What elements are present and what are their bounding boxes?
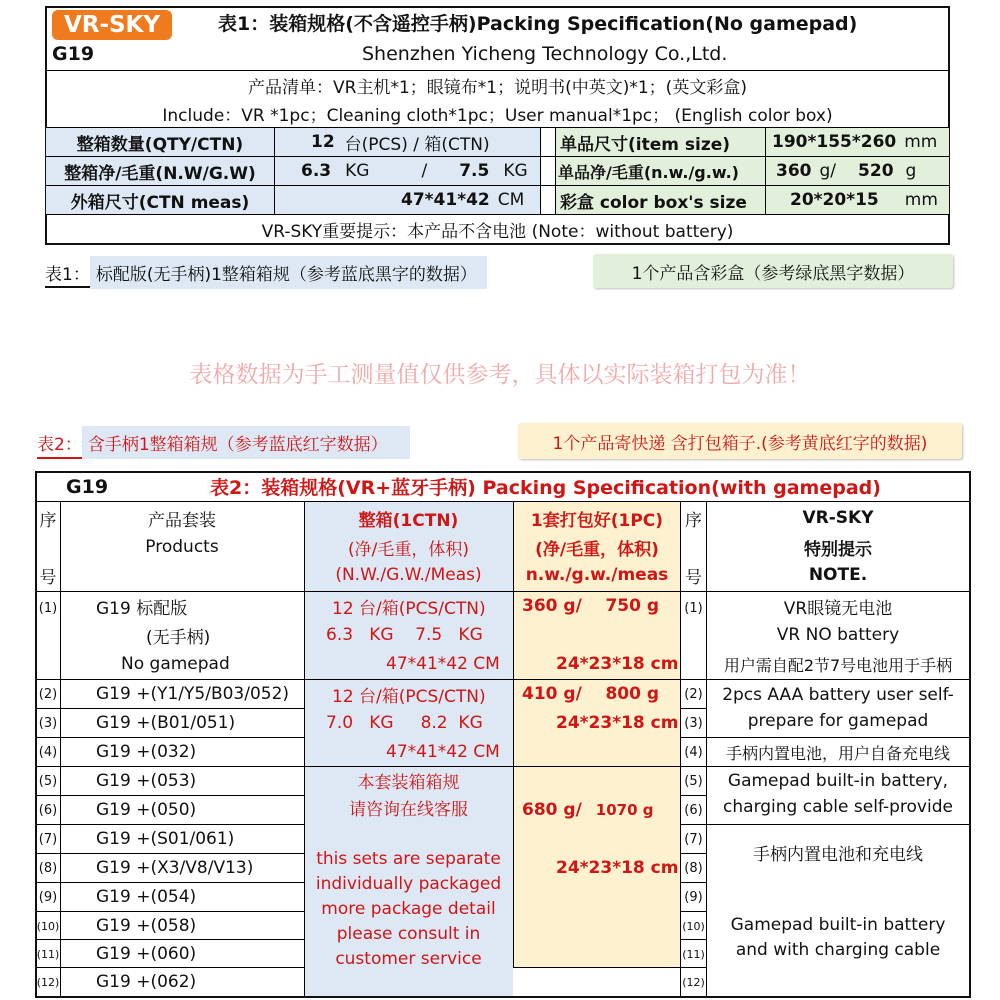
seq2-6: (6) xyxy=(684,802,703,818)
product-12: G19 +(062) xyxy=(96,972,197,992)
table1-caption-blue: 标配版(无手柄)1整箱箱规（参考蓝底黑字的数据） xyxy=(90,256,487,289)
nw-value xyxy=(275,157,540,185)
item-weight-unit1: g/ xyxy=(819,161,837,181)
measurement-warning: 表格数据为手工测量值仅供参考，具体以实际装箱打包为准！ xyxy=(189,361,811,388)
note-header-en: NOTE. xyxy=(808,565,868,585)
product-2: G19 +(Y1/Y5/B03/052) xyxy=(96,684,290,704)
product-3: G19 +(B01/051) xyxy=(96,713,236,733)
item-weight-unit2: g xyxy=(905,161,917,181)
seq-10: (10) xyxy=(36,919,60,933)
note2-line1: 2pcs AAA battery user self- xyxy=(722,685,954,705)
note10-line2: and with charging cable xyxy=(735,940,941,960)
table2-title: 表2：装箱规格(VR+蓝牙手柄) Packing Specification(with gamepad) xyxy=(210,477,881,499)
ctn-g3-cn1: 本套装箱箱规 xyxy=(357,772,460,793)
note4: 手柄内置电池，用户自备充电线 xyxy=(725,743,950,763)
product-10: G19 +(058) xyxy=(96,916,197,936)
ctn-g1-qty: 12 台/箱(PCS/CTN) xyxy=(332,598,486,619)
color-box-label: 彩盒 color box's size xyxy=(560,192,747,213)
meas-unit: CM xyxy=(497,190,525,210)
color-box-value xyxy=(766,186,949,214)
brand-label: VR-SKY xyxy=(63,12,161,38)
package-list-cn: 产品清单：VR主机*1；眼镜布*1；说明书(中英文)*1；(英文彩盒) xyxy=(248,77,747,98)
ctn-g3-en4: please consult in xyxy=(336,923,481,944)
seq2-9: (9) xyxy=(684,889,703,905)
seq2-3: (3) xyxy=(684,715,703,731)
product-1-line1: G19 标配版 xyxy=(96,598,188,619)
ctn-g1-meas: 47*41*42 CM xyxy=(386,654,500,674)
seq-header-bottom: 号 xyxy=(39,567,57,588)
seq2-header-top: 序 xyxy=(685,510,702,531)
note1-line1: VR眼镜无电池 xyxy=(783,598,893,619)
product-1-line3: No gamepad xyxy=(121,654,230,674)
pc-g1-weight: 360 g/ 750 g xyxy=(522,596,660,616)
product-11: G19 +(060) xyxy=(96,944,197,964)
note1-line2: VR NO battery xyxy=(776,625,900,645)
product-7: G19 +(S01/061) xyxy=(96,829,235,849)
table2-caption-blue: 含手柄1整箱箱规（参考蓝底红字数据） xyxy=(82,426,410,459)
table2-caption-prefix: 表2： xyxy=(37,434,82,455)
table2-caption-yellow: 1个产品寄快递 含打包箱子.(参考黄底红字的数据) xyxy=(518,423,962,459)
seq2-2: (2) xyxy=(684,686,703,702)
seq-9: (9) xyxy=(38,889,58,905)
product-5: G19 +(053) xyxy=(96,771,197,791)
pc-g2-weight: 410 g/ 800 g xyxy=(522,684,660,704)
item-size-unit: mm xyxy=(904,132,938,152)
pc-g3-size: 24*23*18 cm xyxy=(556,858,679,878)
ctn-header-sub-cn: (净/毛重，体积) xyxy=(348,539,469,560)
item-weight-value xyxy=(766,157,949,185)
item-size-number: 190*155*260 xyxy=(772,132,897,152)
note-header-cn: 特别提示 xyxy=(804,539,872,560)
seq2-11: (11) xyxy=(682,947,705,961)
seq-7: (7) xyxy=(38,831,58,847)
seq2-8: (8) xyxy=(684,860,703,876)
table1-caption xyxy=(45,258,487,288)
qty-value xyxy=(275,128,540,156)
seq2-header-bottom: 号 xyxy=(685,567,702,588)
ctn-g3-en2: individually packaged xyxy=(315,873,502,894)
seq-8: (8) xyxy=(38,860,58,876)
seq-2: (2) xyxy=(38,686,58,702)
pc-g1-size: 24*23*18 cm xyxy=(556,654,679,674)
qty-label: 整箱数量(QTY/CTN) xyxy=(76,134,244,155)
note2-line2: prepare for gamepad xyxy=(747,711,929,731)
ctn-g3-en3: more package detail xyxy=(321,898,496,919)
note5-line2: charging cable self-provide xyxy=(723,797,953,817)
meas-number: 47*41*42 xyxy=(401,190,490,210)
seq2-4: (4) xyxy=(684,744,703,760)
pc-header-sub-cn: (净/毛重，体积) xyxy=(535,539,659,560)
nw-unit: KG xyxy=(345,161,370,181)
table1-title: 表1：装箱规格(不含遥控手柄)Packing Specification(No gamepad) xyxy=(218,12,858,35)
color-box-unit: mm xyxy=(904,190,938,210)
pc-g3-gw: 1070 g xyxy=(595,801,654,819)
product-6: G19 +(050) xyxy=(96,800,197,820)
nw-separator: / xyxy=(421,161,428,181)
ctn-g2-qty: 12 台/箱(PCS/CTN) xyxy=(332,686,486,707)
table2-caption xyxy=(37,427,410,459)
item-gw: 520 xyxy=(858,161,894,181)
seq-5: (5) xyxy=(38,773,58,789)
pc-g2-size: 24*23*18 cm xyxy=(556,713,679,733)
qty-unit: 台(PCS) / 箱(CTN) xyxy=(344,134,490,155)
meas-label: 外箱尺寸(CTN meas) xyxy=(70,192,250,213)
note10-line1: Gamepad built-in battery xyxy=(730,915,946,935)
ctn-g3-cn2: 请咨询在线客服 xyxy=(349,799,468,820)
table1-caption-green: 1个产品含彩盒（参考绿底黑字数据） xyxy=(593,254,953,288)
ctn-g3-en5: customer service xyxy=(335,948,482,969)
seq-6: (6) xyxy=(38,802,58,818)
seq-1: (1) xyxy=(38,600,58,616)
nw-label: 整箱净/毛重(N.W/G.W) xyxy=(64,163,256,184)
ctn-g1-weight: 6.3 KG 7.5 KG xyxy=(326,625,483,645)
item-size-value xyxy=(766,128,949,156)
seq2-7: (7) xyxy=(684,831,703,847)
seq2-10: (10) xyxy=(682,919,705,933)
seq2-1: (1) xyxy=(684,600,703,616)
pc-header-sub-en: n.w./g.w./meas xyxy=(525,565,669,585)
qty-number: 12 xyxy=(311,132,335,152)
item-size-label: 单品尺寸(item size) xyxy=(560,134,731,155)
table2-model: G19 xyxy=(66,475,109,498)
product-9: G19 +(054) xyxy=(96,887,197,907)
meas-value xyxy=(275,186,540,214)
seq-header-top: 序 xyxy=(39,510,57,531)
seq-12: (12) xyxy=(36,975,60,989)
seq2-5: (5) xyxy=(684,773,703,789)
ctn-header-title: 整箱(1CTN) xyxy=(358,510,459,531)
note-header-brand: VR-SKY xyxy=(802,508,874,528)
note7: 手柄内置电池和充电线 xyxy=(753,844,923,865)
ctn-g2-weight: 7.0 KG 8.2 KG xyxy=(326,713,483,733)
note1-line3: 用户需自配2节7号电池用于手柄 xyxy=(723,655,953,675)
pc-header-title: 1套打包好(1PC) xyxy=(530,510,664,531)
ctn-header-sub-en: (N.W./G.W./Meas) xyxy=(335,565,482,585)
brand-badge xyxy=(52,10,172,40)
table1-caption-prefix: 表1： xyxy=(45,264,90,285)
seq-4: (4) xyxy=(38,744,58,760)
products-header-cn: 产品套装 xyxy=(148,510,216,531)
seq2-12: (12) xyxy=(682,975,705,989)
battery-note: VR-SKY重要提示：本产品不含电池 (Note：without battery) xyxy=(261,221,734,242)
company-name: Shenzhen Yicheng Technology Co.,Ltd. xyxy=(362,43,728,65)
ctn-g2-meas: 47*41*42 CM xyxy=(386,742,500,762)
item-nw: 360 xyxy=(776,161,812,181)
product-4: G19 +(032) xyxy=(96,742,197,762)
product-1-line2: (无手柄) xyxy=(146,627,211,648)
pc-g3-nw: 680 g/ xyxy=(522,800,582,820)
table1-model: G19 xyxy=(52,43,95,65)
package-list-en: Include：VR *1pc；Cleaning cloth*1pc；User manual*1pc； (English color box) xyxy=(162,105,833,126)
ctn-g3-en1: this sets are separate xyxy=(316,848,501,869)
gw-unit: KG xyxy=(503,161,528,181)
seq-11: (11) xyxy=(36,947,60,961)
products-header-en: Products xyxy=(145,537,219,557)
note5-line1: Gamepad built-in battery, xyxy=(727,771,949,791)
color-box-number: 20*20*15 xyxy=(790,190,879,210)
product-8: G19 +(X3/V8/V13) xyxy=(96,858,254,878)
pc-g3-weight xyxy=(522,796,654,824)
item-weight-label: 单品净/毛重(n.w./g.w.) xyxy=(558,162,739,182)
seq-3: (3) xyxy=(38,715,58,731)
nw-number: 6.3 xyxy=(301,161,332,181)
gw-number: 7.5 xyxy=(459,161,490,181)
